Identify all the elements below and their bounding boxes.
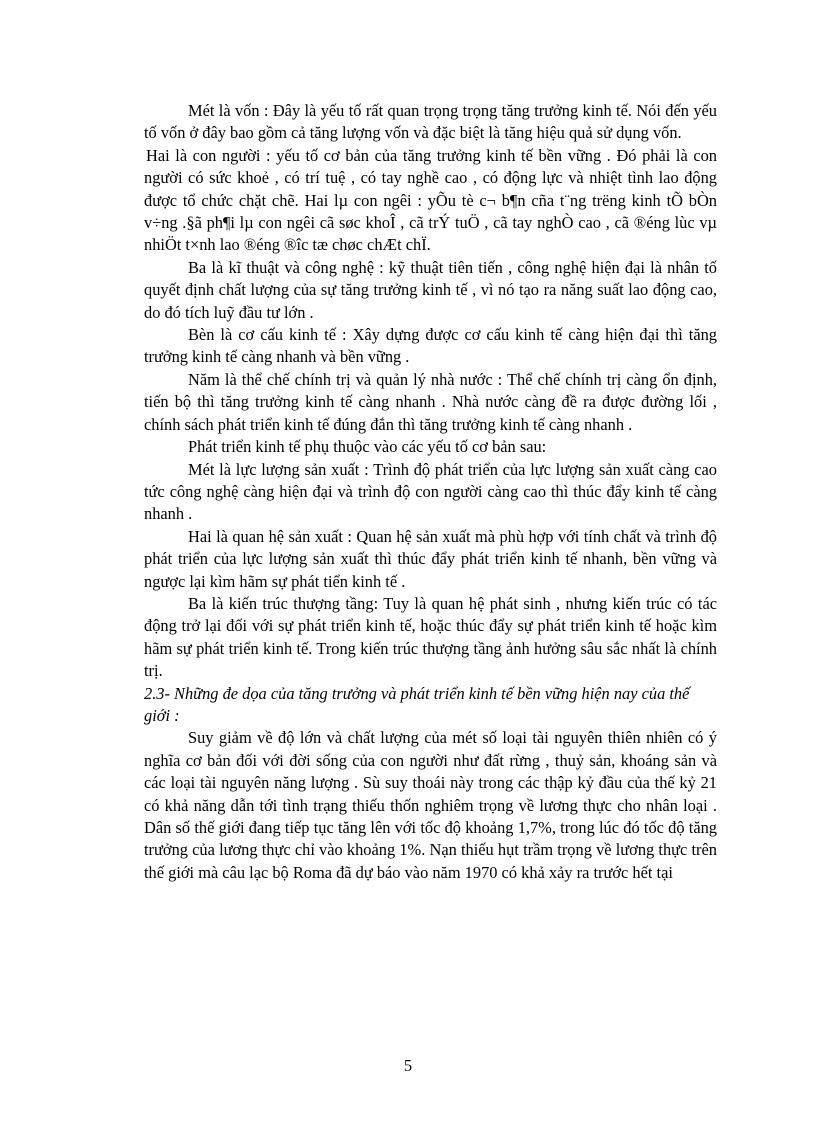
page-number: 5	[403, 1056, 413, 1075]
paragraph-resource-decline: Suy giảm về độ lớn và chất lượng của mét số loại tài nguyên thiên nhiên có ý nghĩa cơ bản đối với đời sống của con người như đất rừng , thuỷ sản, khoáng sản và các loại tài nguyên năng lượng . Sù suy thoái này trong các thập kỷ đầu của thế kỷ 21 có khả năng dẫn tới tình trạng thiếu thốn nghiêm trọng về lương thực cho nhân loại . Dân số thế giới đang tiếp tục tăng lên với tốc độ khoảng 1,7%, trong lúc đó tốc độ tăng trưởng của lương thực chỉ vào khoảng 1%. Nạn thiếu hụt trầm trọng về lương thực trên thế giới mà câu lạc bộ Roma đã dự báo vào năm 1970 có khả xảy ra trước hết tại	[144, 728, 717, 882]
paragraph-productive-forces: Mét là lực lượng sản xuất : Trình độ phát triển của lực lượng sản xuất càng cao tức công nghệ càng hiện đại và trình độ con người càng cao thì thúc đẩy kinh tế càng nhanh .	[144, 459, 717, 524]
paragraph-capital: Mét là vốn : Đây là yếu tố rất quan trọng trọng tăng trưởng kinh tế. Nói đến yếu tố vốn ở đây bao gồm cả tăng lượng vốn và đặc biệt là tăng hiệu quả sử dụng vốn.	[144, 101, 717, 143]
paragraph-development-factors-intro: Phát triển kinh tế phụ thuộc vào các yếu tố cơ bản sau:	[188, 437, 547, 457]
page-body	[144, 100, 717, 884]
paragraph-economic-structure: Bèn là cơ cấu kinh tế : Xây dựng được cơ cấu kinh tế càng hiện đại thì tăng trưởng kinh tế càng nhanh và bền vững .	[144, 325, 717, 367]
paragraph-political-institution: Năm là thể chế chính trị và quản lý nhà nước : Thể chế chính trị càng ổn định, tiến bộ thì tăng trưởng kinh tế càng nhanh . Nhà nước càng đề ra được đường lối , chính sách phát triển kinh tế đúng đắn thì tăng trưởng kinh tế càng nhanh .	[144, 369, 717, 434]
section-heading-2-3: 2.3- Những đe dọa của tăng trưởng và phát triển kinh tế bền vững hiện nay của thế giới :	[144, 683, 690, 725]
paragraph-human: Hai là con người : yếu tố cơ bản của tăng trưởng kinh tế bền vững . Đó phải là con người có sức khoẻ , có trí tuệ , có tay nghề cao , có động lực và nhiệt tình lao động được tổ chức chặt chẽ. Hai lµ con ngêi : yÕu tè c¬ b¶n cña t¨ng trëng kinh tÕ bÒn v÷ng .§ã ph¶i lµ con ngêi cã søc khoÎ , cã trÝ tuÖ , cã tay nghÒ cao , cã ®éng lùc vµ nhiÖt t×nh lao ®éng ®îc tæ chøc chÆt chÏ.	[144, 145, 717, 255]
paragraph-technology: Ba là kĩ thuật và công nghệ : kỹ thuật tiên tiến , công nghệ hiện đại là nhân tố quyết định chất lượng của sự tăng trưởng kinh tế , vì nó tạo ra năng suất lao động cao, do đó tích luỹ đầu tư lớn .	[144, 257, 717, 322]
paragraph-superstructure: Ba là kiến trúc thượng tầng: Tuy là quan hệ phát sinh , nhưng kiến trúc có tác động trở lại đối với sự phát triển kinh tế, hoặc thúc đẩy sự phát triển kinh tế hoặc kìm hãm sự phát triển kinh tế. Trong kiến trúc thượng tầng ảnh hưởng sâu sắc nhất là chính trị.	[144, 593, 717, 681]
paragraph-production-relations: Hai là quan hệ sản xuất : Quan hệ sản xuất mà phù hợp với tính chất và trình độ phát triển của lực lượng sản xuất thì thúc đẩy phát triển kinh tế nhanh, bền vững và ngược lại kìm hãm sự phát tiển kinh tế .	[144, 526, 717, 591]
